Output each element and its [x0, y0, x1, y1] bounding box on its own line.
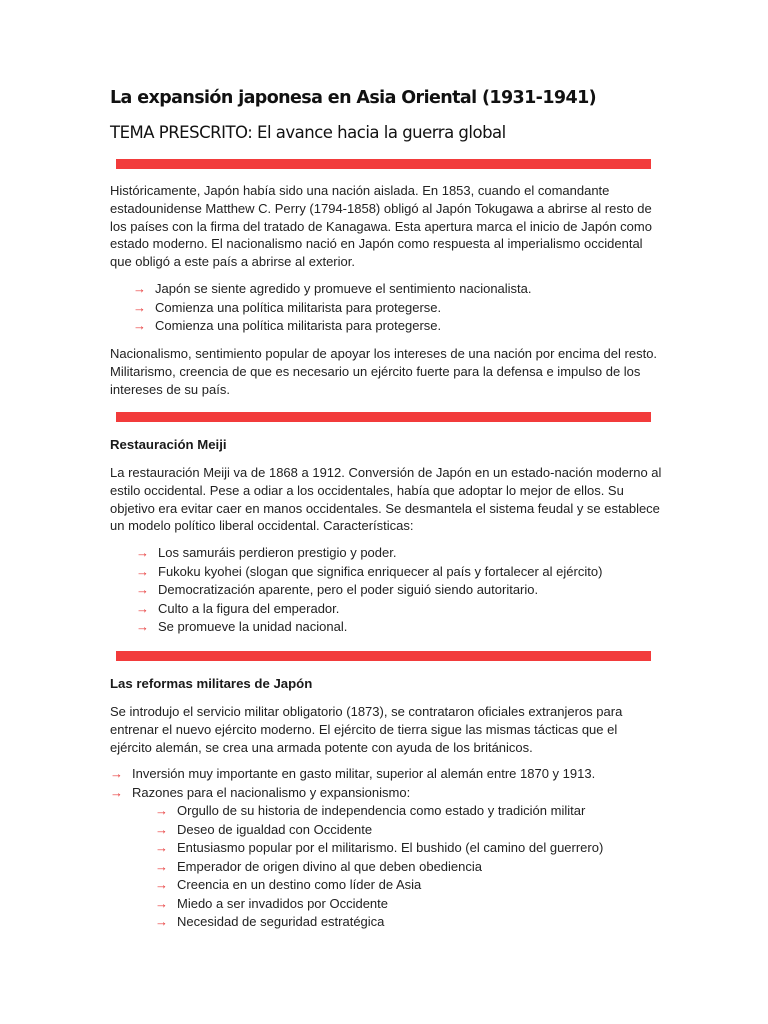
intro-bullet-list: [133, 280, 532, 336]
arrow-right-icon: →: [110, 766, 123, 781]
list-item-text: Se promueve la unidad nacional.: [158, 619, 348, 634]
list-item-text: Miedo a ser invadidos por Occidente: [177, 895, 389, 911]
document-subtitle: TEMA PRESCRITO: El avance hacia la guerra global: [110, 123, 506, 142]
arrow-right-icon: →: [110, 784, 123, 800]
arrow-right-icon: →: [136, 545, 149, 560]
list-item: [155, 913, 603, 932]
military-paragraph: Se introdujo el servicio militar obligatorio (1873), se contrataron oficiales extranjeros para entrenar el nuevo ejército moderno. El ejército de tierra sigue las mismas tácticas que el ejército alemán, se crea una armada potente con ayuda de los británicos.: [110, 704, 623, 755]
military-sub-bullet-list: [155, 802, 603, 932]
list-item-text: Comienza una política militarista para protegerse.: [155, 299, 442, 315]
definitions-paragraph: Nacionalismo, sentimiento popular de apoyar los intereses de una nación por encima del resto. Militarismo, creencia de que es necesario un ejército fuerte para la defensa e impulso de los intereses de su país.: [110, 346, 658, 397]
divider-bar-1: [116, 159, 651, 169]
arrow-right-icon: →: [155, 895, 168, 911]
list-item-text: Orgullo de su historia de independencia como estado y tradición militar: [177, 803, 586, 818]
list-item: [155, 802, 603, 821]
list-item: [155, 839, 603, 858]
list-item: [133, 317, 532, 336]
list-item-text: Entusiasmo popular por el militarismo. El bushido (el camino del guerrero): [177, 840, 604, 855]
list-item-text: Comienza una política militarista para protegerse.: [155, 318, 442, 333]
list-item: [155, 895, 603, 914]
arrow-right-icon: →: [155, 877, 168, 892]
list-item: [110, 784, 595, 803]
list-item: [155, 821, 603, 840]
list-item-text: Inversión muy importante en gasto militar, superior al alemán entre 1870 y 1913.: [132, 766, 596, 781]
arrow-right-icon: →: [155, 803, 168, 818]
section-heading-meiji: Restauración Meiji: [110, 437, 227, 452]
arrow-right-icon: →: [155, 858, 168, 874]
divider-bar-2: [116, 412, 651, 422]
list-item-text: Japón se siente agredido y promueve el sentimiento nacionalista.: [155, 281, 532, 296]
list-item: [136, 600, 602, 619]
list-item-text: Necesidad de seguridad estratégica: [177, 914, 385, 929]
list-item: [133, 299, 532, 318]
document-title: La expansión japonesa en Asia Oriental (1931-1941): [110, 88, 597, 108]
arrow-right-icon: →: [136, 582, 149, 597]
list-item: [133, 280, 532, 299]
list-item-text: Deseo de igualdad con Occidente: [177, 821, 373, 837]
list-item: [136, 581, 602, 600]
arrow-right-icon: →: [155, 821, 168, 837]
list-item: [110, 765, 595, 784]
list-item: [136, 618, 602, 637]
arrow-right-icon: →: [136, 563, 149, 579]
list-item: [136, 563, 602, 582]
list-item-text: Creencia en un destino como líder de Asia: [177, 877, 422, 892]
meiji-paragraph: La restauración Meiji va de 1868 a 1912. Conversión de Japón en un estado-nación moderno al estilo occidental. Pese a odiar a los occidentales, había que adoptar lo mejor de ellos. Su objetivo era evitar caer en manos occidentales. Se desmantela el sistema feudal y se establece un modelo político liberal occidental. Características:: [110, 465, 662, 534]
list-item: [155, 876, 603, 895]
list-item-text: Los samuráis perdieron prestigio y poder.: [158, 545, 397, 560]
list-item-text: Culto a la figura del emperador.: [158, 600, 340, 616]
intro-paragraph: Históricamente, Japón había sido una nación aislada. En 1853, cuando el comandante estadounidense Matthew C. Perry (1794-1858) obligó al Japón Tokugawa a abrirse al resto de los países con la firma del tratado de Kanagawa. Esta apertura marca el inicio de Japón como estado moderno. El nacionalismo nació en Japón como respuesta al imperialismo occidental que obligó a este país a abrirse al exterior.: [110, 183, 652, 270]
arrow-right-icon: →: [136, 619, 149, 634]
arrow-right-icon: →: [155, 840, 168, 855]
arrow-right-icon: →: [133, 281, 146, 296]
list-item-text: Razones para el nacionalismo y expansionismo:: [132, 784, 411, 800]
arrow-right-icon: →: [133, 299, 146, 315]
arrow-right-icon: →: [136, 600, 149, 616]
arrow-right-icon: →: [155, 914, 168, 929]
list-item-text: Fukoku kyohei (slogan que significa enriquecer al país y fortalecer al ejército): [158, 563, 603, 579]
meiji-bullet-list: [136, 544, 602, 637]
section-heading-military: Las reformas militares de Japón: [110, 676, 313, 691]
divider-bar-3: [116, 651, 651, 661]
list-item: [155, 858, 603, 877]
list-item-text: Emperador de origen divino al que deben obediencia: [177, 858, 482, 874]
military-bullet-list: [110, 765, 595, 802]
list-item-text: Democratización aparente, pero el poder siguió siendo autoritario.: [158, 582, 539, 597]
list-item: [136, 544, 602, 563]
arrow-right-icon: →: [133, 318, 146, 333]
